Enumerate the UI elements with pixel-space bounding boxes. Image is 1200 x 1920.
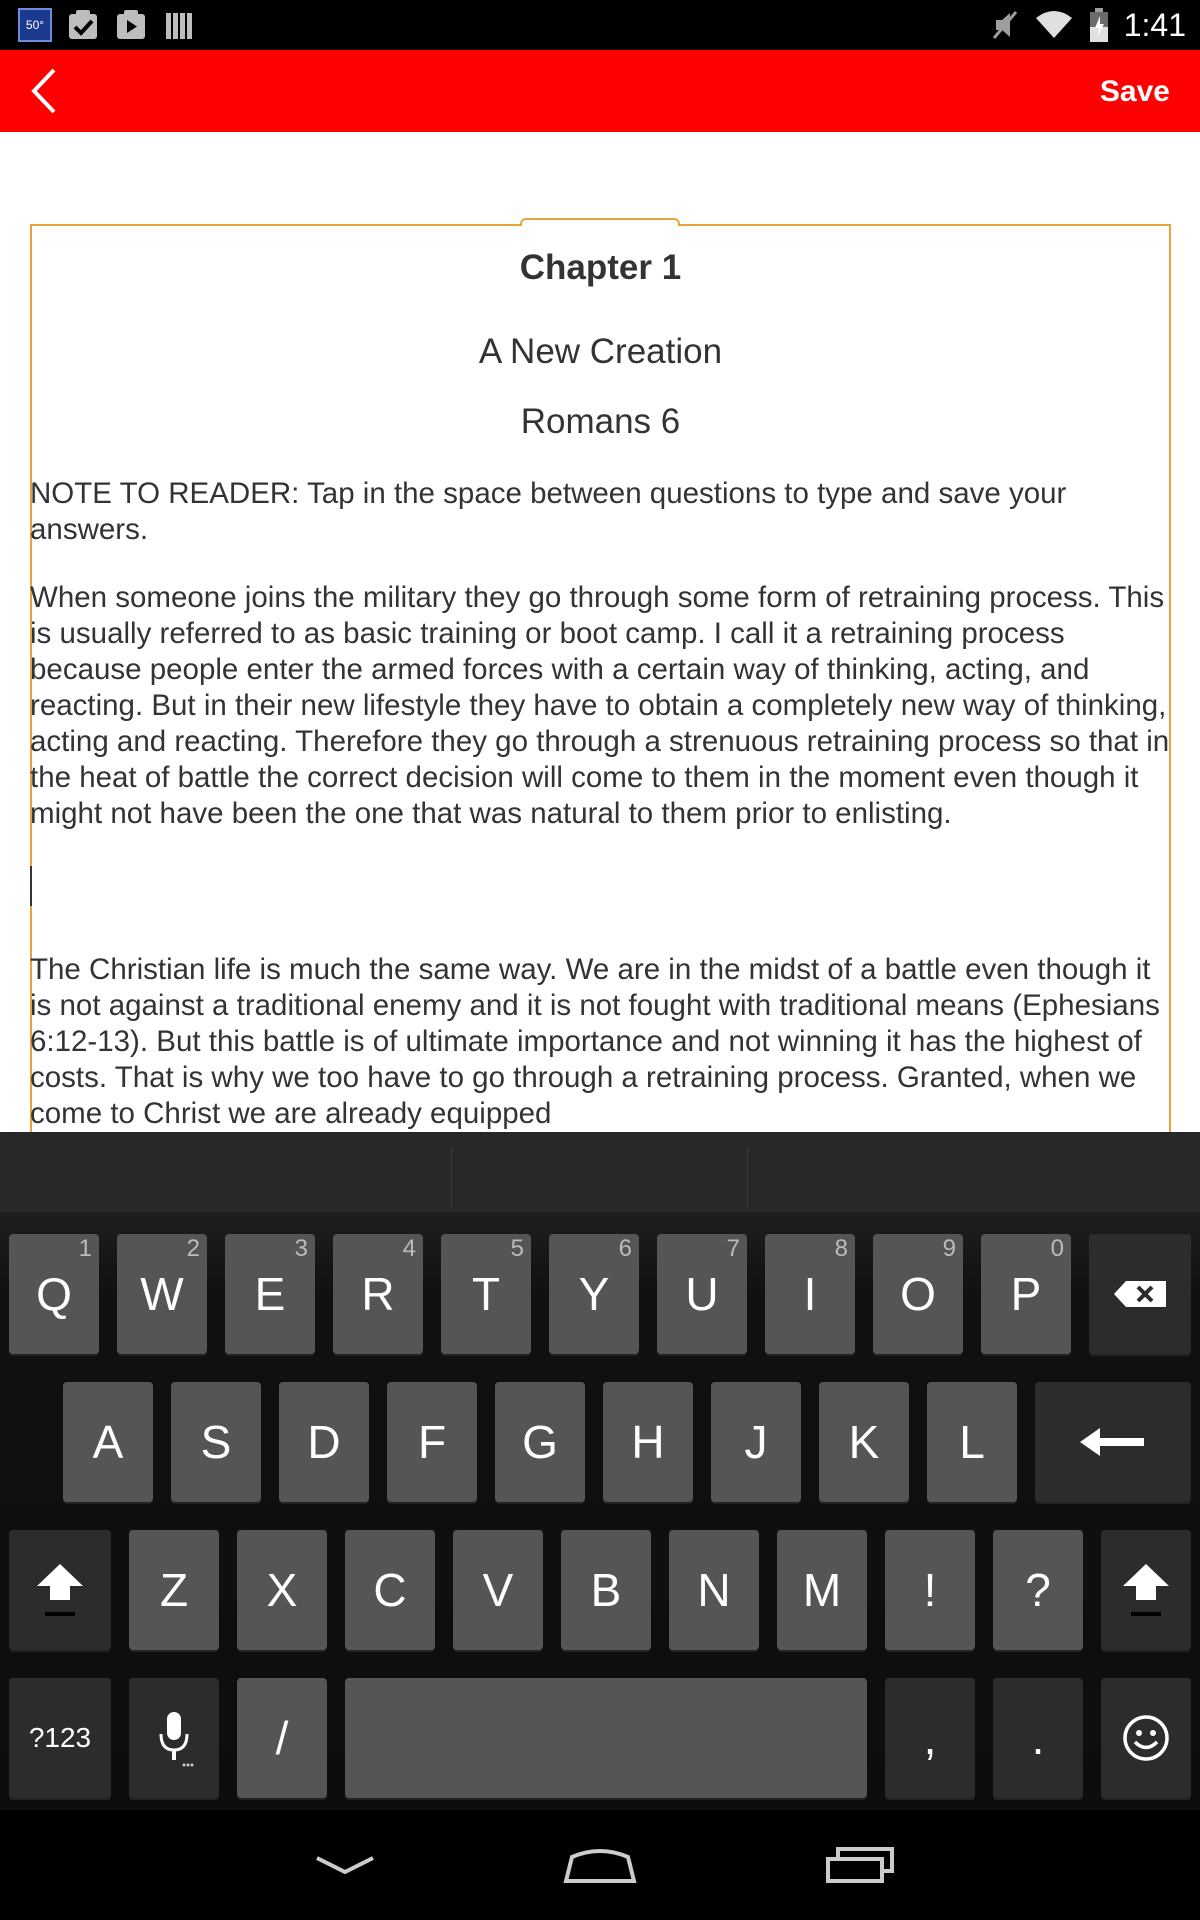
key-d[interactable]: D xyxy=(279,1382,369,1502)
key-f[interactable]: F xyxy=(387,1382,477,1502)
key-h[interactable]: H xyxy=(603,1382,693,1502)
mute-icon xyxy=(990,8,1020,42)
key-p[interactable]: P 0 xyxy=(981,1234,1071,1354)
save-button[interactable]: Save xyxy=(1099,75,1170,108)
system-icons xyxy=(990,6,1186,44)
chevron-left-icon xyxy=(26,66,60,116)
key-k[interactable]: K xyxy=(819,1382,909,1502)
recents-icon xyxy=(824,1845,896,1885)
suggestion-divider xyxy=(747,1148,748,1208)
app-bar xyxy=(0,50,1200,132)
voice-input-key[interactable] xyxy=(129,1678,219,1798)
back-nav-icon xyxy=(313,1850,377,1880)
wifi-icon xyxy=(1034,8,1074,42)
home-icon xyxy=(560,1845,640,1885)
back-nav-button[interactable] xyxy=(300,1840,390,1890)
shift-key-left[interactable] xyxy=(9,1530,111,1650)
key-v[interactable]: V xyxy=(453,1530,543,1650)
key-w[interactable]: W 2 xyxy=(117,1234,207,1354)
shift-key-right[interactable] xyxy=(1101,1530,1191,1650)
key-b[interactable]: B xyxy=(561,1530,651,1650)
paragraph: The Christian life is much the same way. We are in the midst of a battle even though it is not against a traditional enemy and it is not fought with traditional means (Ephesians 6:12-13). But this battle is of ultimate importance and not winning it has the highest of costs. That is why we too have to go through a retraining process. Granted, when we come to Christ we are already equipped xyxy=(30,953,1160,1130)
emoji-icon xyxy=(1121,1713,1171,1763)
soft-keyboard xyxy=(0,1132,1200,1810)
library-icon xyxy=(162,8,196,42)
key-m[interactable]: M xyxy=(777,1530,867,1650)
key-z[interactable]: Z xyxy=(129,1530,219,1650)
notification-icons xyxy=(18,8,196,42)
back-button[interactable] xyxy=(16,64,70,118)
shift-icon xyxy=(35,1560,85,1620)
key-t[interactable]: T 5 xyxy=(441,1234,531,1354)
key-l[interactable]: L xyxy=(927,1382,1017,1502)
shift-icon xyxy=(1121,1560,1171,1620)
key-s[interactable]: S xyxy=(171,1382,261,1502)
key-slash[interactable]: / xyxy=(237,1678,327,1798)
weather-badge: 50° xyxy=(25,18,45,32)
backspace-icon xyxy=(1112,1279,1168,1309)
key-e[interactable]: E 3 xyxy=(225,1234,315,1354)
key-a[interactable]: A xyxy=(63,1382,153,1502)
text-cursor[interactable] xyxy=(30,866,32,906)
key-u[interactable]: U 7 xyxy=(657,1234,747,1354)
key-q[interactable]: Q 1 xyxy=(9,1234,99,1354)
scripture-reference: Romans 6 xyxy=(520,402,681,441)
key-i[interactable]: I 8 xyxy=(765,1234,855,1354)
key-question[interactable]: ? xyxy=(993,1530,1083,1650)
key-n[interactable]: N xyxy=(669,1530,759,1650)
clock: 1:41 xyxy=(1123,7,1186,43)
checkbox-icon xyxy=(66,8,100,42)
key-x[interactable]: X xyxy=(237,1530,327,1650)
reader-note: NOTE TO READER: Tap in the space between questions to type and save your answers. xyxy=(30,477,1067,546)
home-button[interactable] xyxy=(555,1840,645,1890)
recents-button[interactable] xyxy=(815,1840,905,1890)
key-j[interactable]: J xyxy=(711,1382,801,1502)
suggestion-divider xyxy=(451,1148,452,1208)
weather-icon xyxy=(18,8,52,42)
emoji-key[interactable] xyxy=(1101,1678,1191,1798)
microphone-icon xyxy=(154,1708,194,1768)
key-r[interactable]: R 4 xyxy=(333,1234,423,1354)
enter-key[interactable] xyxy=(1035,1382,1191,1502)
enter-icon xyxy=(1078,1425,1148,1459)
key-period[interactable]: . xyxy=(993,1678,1083,1798)
space-bar[interactable] xyxy=(345,1678,867,1798)
status-bar xyxy=(0,0,1200,50)
play-store-icon xyxy=(114,8,148,42)
suggestion-strip[interactable] xyxy=(0,1132,1200,1212)
paragraph: When someone joins the military they go through some form of retraining process. This is usually referred to as basic training or boot camp. I call it a retraining process because people enter the armed forces with a certain way of thinking, acting, and reacting. But in their new lifestyle they have to obtain a completely new way of thinking, acting and reacting. Therefore they go through a strenuous retraining process so that in the heat of battle the correct decision will come to them in the moment even though it might not have been the one that was natural to them prior to enlisting. xyxy=(30,581,1170,830)
document-body[interactable] xyxy=(30,224,1171,1132)
key-g[interactable]: G xyxy=(495,1382,585,1502)
backspace-key[interactable] xyxy=(1089,1234,1191,1354)
chapter-heading: Chapter 1 xyxy=(519,248,682,287)
document-area[interactable] xyxy=(0,132,1200,1132)
key-o[interactable]: O 9 xyxy=(873,1234,963,1354)
key-comma[interactable]: , xyxy=(885,1678,975,1798)
key-c[interactable]: C xyxy=(345,1530,435,1650)
chapter-title: A New Creation xyxy=(478,332,723,371)
key-y[interactable]: Y 6 xyxy=(549,1234,639,1354)
symbols-key[interactable]: ?123 xyxy=(9,1678,111,1798)
battery-icon xyxy=(1088,7,1110,43)
key-exclamation[interactable]: ! xyxy=(885,1530,975,1650)
navigation-bar xyxy=(0,1810,1200,1920)
